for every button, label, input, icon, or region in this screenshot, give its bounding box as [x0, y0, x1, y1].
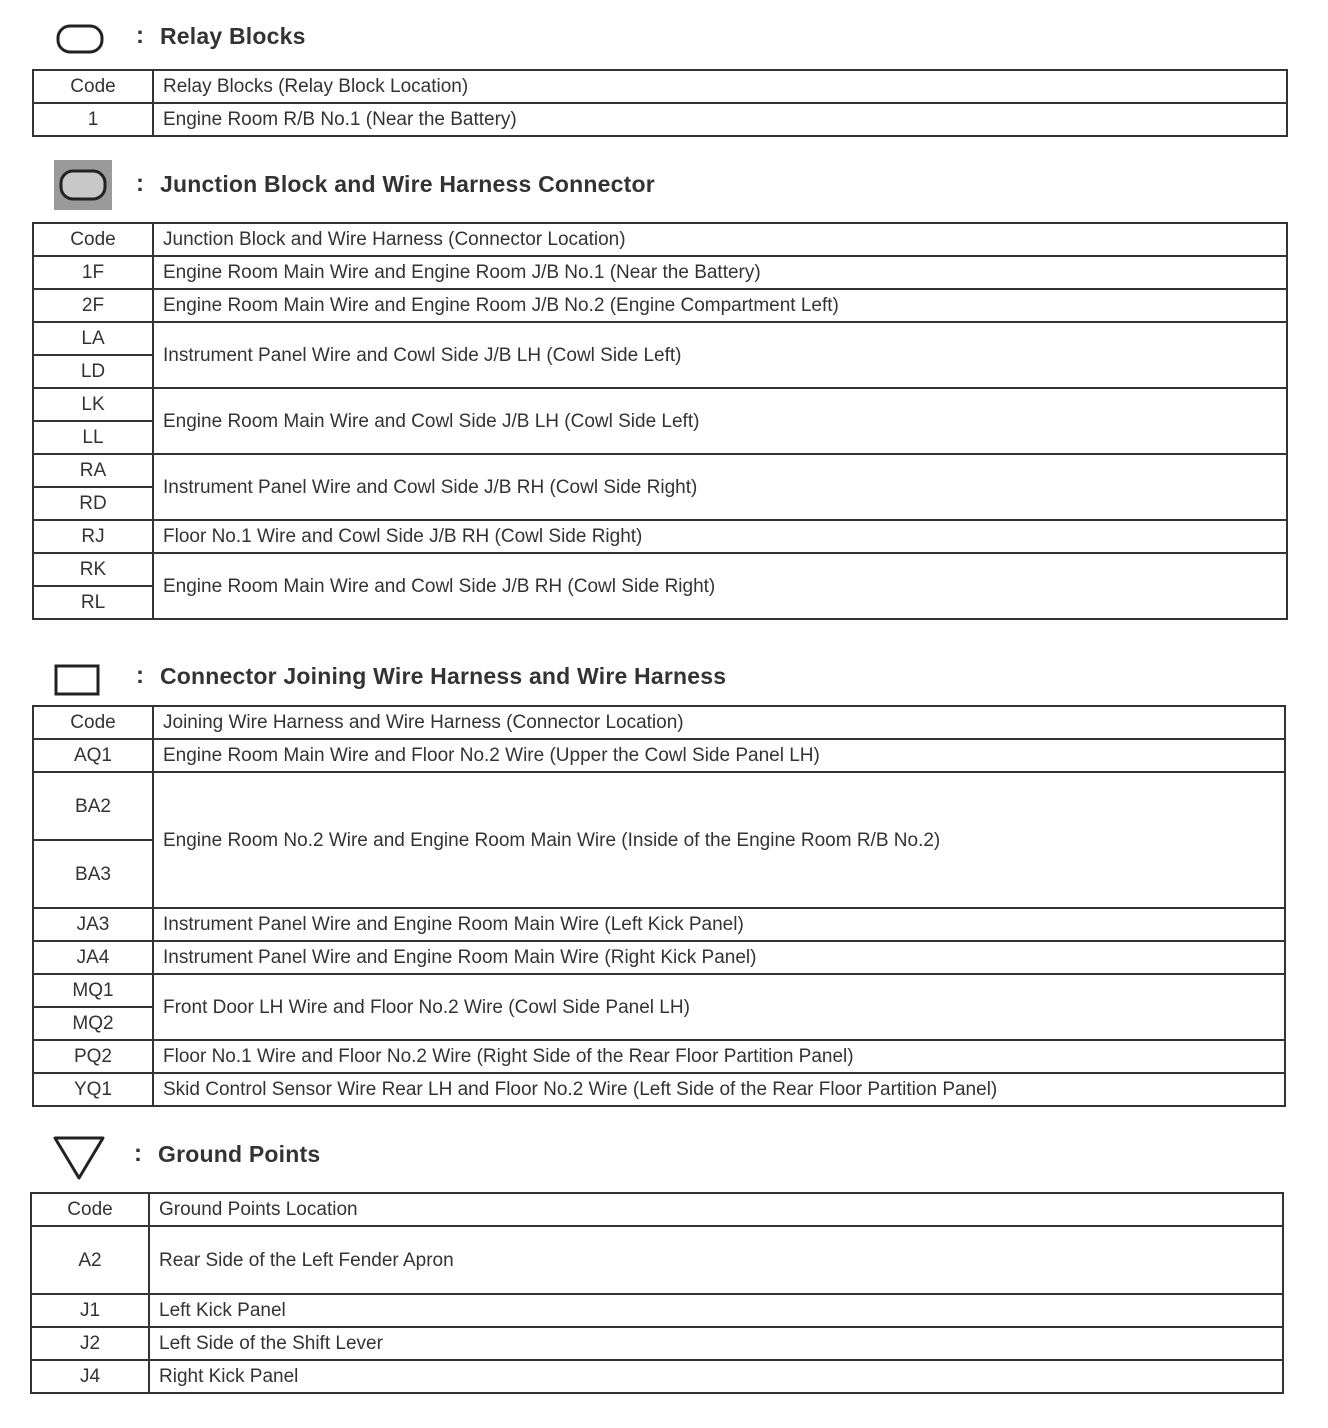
code-cell: 1F	[33, 256, 153, 289]
code-cell: BA2	[33, 772, 153, 840]
colon: :	[134, 1140, 142, 1167]
code-cell: LK	[33, 388, 153, 421]
table-row	[33, 772, 1285, 840]
code-cell: JA3	[33, 908, 153, 941]
location-header: Ground Points Location	[149, 1193, 1283, 1226]
table-row	[31, 1327, 1283, 1360]
code-cell: A2	[31, 1226, 149, 1294]
section-title: Ground Points	[158, 1141, 321, 1167]
code-cell: RL	[33, 586, 153, 619]
inverted-triangle-icon	[52, 1134, 106, 1182]
location-cell: Instrument Panel Wire and Cowl Side J/B RH (Cowl Side Right)	[153, 454, 1287, 520]
section-title: Junction Block and Wire Harness Connector	[160, 171, 655, 197]
location-cell: Rear Side of the Left Fender Apron	[149, 1226, 1283, 1294]
location-cell: Instrument Panel Wire and Engine Room Main Wire (Left Kick Panel)	[153, 908, 1285, 941]
table-row	[33, 739, 1285, 772]
location-cell: Instrument Panel Wire and Engine Room Main Wire (Right Kick Panel)	[153, 941, 1285, 974]
table-row	[33, 908, 1285, 941]
table-row	[31, 1226, 1283, 1294]
location-cell: Floor No.1 Wire and Cowl Side J/B RH (Cowl Side Right)	[153, 520, 1287, 553]
code-cell: YQ1	[33, 1073, 153, 1106]
table-row	[33, 941, 1285, 974]
table-row	[33, 289, 1287, 322]
section-title: Connector Joining Wire Harness and Wire Harness	[160, 663, 727, 689]
section-title: Relay Blocks	[160, 23, 306, 49]
shaded-rounded-rectangle-icon	[54, 160, 112, 210]
connector-table	[32, 705, 1286, 1107]
location-cell: Engine Room R/B No.1 (Near the Battery)	[153, 103, 1287, 136]
code-header: Code	[33, 70, 153, 103]
code-cell: MQ1	[33, 974, 153, 1007]
table-header-row	[33, 223, 1287, 256]
code-cell: PQ2	[33, 1040, 153, 1073]
ground-points-table	[30, 1192, 1284, 1394]
colon: :	[136, 170, 144, 197]
location-cell: Floor No.1 Wire and Floor No.2 Wire (Right Side of the Rear Floor Partition Panel)	[153, 1040, 1285, 1073]
code-cell: RK	[33, 553, 153, 586]
location-cell: Engine Room Main Wire and Cowl Side J/B LH (Cowl Side Left)	[153, 388, 1287, 454]
code-cell: LA	[33, 322, 153, 355]
table-row	[33, 322, 1287, 355]
rectangle-icon	[54, 664, 100, 696]
location-cell: Engine Room Main Wire and Engine Room J/B No.1 (Near the Battery)	[153, 256, 1287, 289]
table-row	[33, 1040, 1285, 1073]
table-header-row	[33, 706, 1285, 739]
code-cell: RD	[33, 487, 153, 520]
junction-block-table	[32, 222, 1288, 620]
location-cell: Engine Room Main Wire and Floor No.2 Wire (Upper the Cowl Side Panel LH)	[153, 739, 1285, 772]
code-header: Code	[33, 223, 153, 256]
rounded-rectangle-icon	[56, 24, 104, 54]
table-row	[33, 553, 1287, 586]
table-row	[31, 1360, 1283, 1393]
table-row	[33, 256, 1287, 289]
relay-blocks-table	[32, 69, 1288, 137]
location-cell: Engine Room Main Wire and Engine Room J/B No.2 (Engine Compartment Left)	[153, 289, 1287, 322]
colon: :	[136, 22, 144, 49]
location-header: Relay Blocks (Relay Block Location)	[153, 70, 1287, 103]
location-cell: Left Side of the Shift Lever	[149, 1327, 1283, 1360]
code-cell: J2	[31, 1327, 149, 1360]
colon: :	[136, 662, 144, 689]
location-cell: Engine Room No.2 Wire and Engine Room Main Wire (Inside of the Engine Room R/B No.2)	[153, 772, 1285, 908]
code-cell: RA	[33, 454, 153, 487]
table-row	[33, 520, 1287, 553]
code-cell: AQ1	[33, 739, 153, 772]
code-cell: 2F	[33, 289, 153, 322]
table-row	[31, 1294, 1283, 1327]
code-cell: LL	[33, 421, 153, 454]
location-cell: Front Door LH Wire and Floor No.2 Wire (Cowl Side Panel LH)	[153, 974, 1285, 1040]
code-header: Code	[31, 1193, 149, 1226]
code-cell: RJ	[33, 520, 153, 553]
table-row	[33, 103, 1287, 136]
table-header-row	[33, 70, 1287, 103]
code-cell: LD	[33, 355, 153, 388]
location-cell: Engine Room Main Wire and Cowl Side J/B RH (Cowl Side Right)	[153, 553, 1287, 619]
location-cell: Left Kick Panel	[149, 1294, 1283, 1327]
table-row	[33, 974, 1285, 1007]
table-row	[33, 1073, 1285, 1106]
code-header: Code	[33, 706, 153, 739]
code-cell: J4	[31, 1360, 149, 1393]
location-cell: Skid Control Sensor Wire Rear LH and Floor No.2 Wire (Left Side of the Rear Floor Partition Panel)	[153, 1073, 1285, 1106]
location-cell: Instrument Panel Wire and Cowl Side J/B LH (Cowl Side Left)	[153, 322, 1287, 388]
code-cell: MQ2	[33, 1007, 153, 1040]
code-cell: BA3	[33, 840, 153, 908]
location-header: Junction Block and Wire Harness (Connector Location)	[153, 223, 1287, 256]
code-cell: JA4	[33, 941, 153, 974]
code-cell: J1	[31, 1294, 149, 1327]
table-row	[33, 454, 1287, 487]
table-header-row	[31, 1193, 1283, 1226]
location-header: Joining Wire Harness and Wire Harness (Connector Location)	[153, 706, 1285, 739]
code-cell: 1	[33, 103, 153, 136]
table-row	[33, 388, 1287, 421]
location-cell: Right Kick Panel	[149, 1360, 1283, 1393]
